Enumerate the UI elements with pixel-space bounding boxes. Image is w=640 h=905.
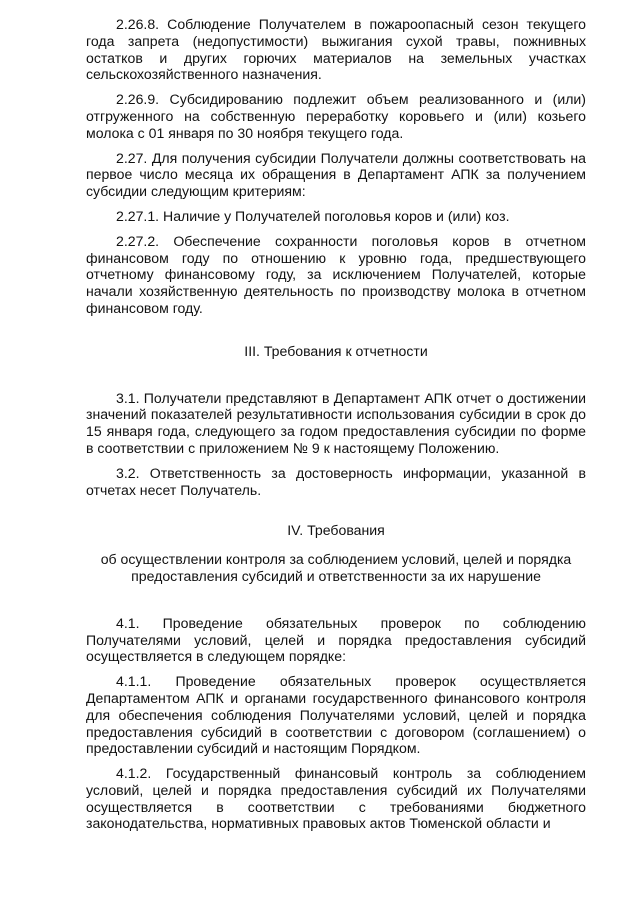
paragraph-4-1-2: 4.1.2. Государственный финансовый контроль за соблюдением условий, целей и порядка предоставления субсидий их Получателями осуществляется в соответствии с требованиями бюджетного законодательства, нормативных правовых актов Тюменской области и <box>86 765 586 832</box>
paragraph-2-27-1: 2.27.1. Наличие у Получателей поголовья коров и (или) коз. <box>116 207 510 224</box>
paragraph-2-26-8: 2.26.8. Соблюдение Получателем в пожароопасный сезон текущего года запрета (недопустимости) выжигания сухой травы, пожнивных остатков и других горючих материалов на земельных участках сельскохозяйственного назначения. <box>86 16 586 83</box>
section-3-heading: III. Требования к отчетности <box>244 342 428 359</box>
section-4-subheading: об осуществлении контроля за соблюдением условий, целей и порядка предоставления субсидий и ответственности за их нарушение <box>100 551 572 584</box>
paragraph-4-1: 4.1. Проведение обязательных проверок по соблюдению Получателями условий, целей и порядка предоставления субсидий осуществляется в следующем порядке: <box>86 614 586 665</box>
paragraph-4-1-1: 4.1.1. Проведение обязательных проверок осуществляется Департаментом АПК и органами государственного финансового контроля для обеспечения соблюдения Получателями условий, целей и порядка предоставления субсидий в соответствии с договором (соглашением) о предоставлении субсидий и настоящим Порядком. <box>86 673 586 757</box>
paragraph-3-2: 3.2. Ответственность за достоверность информации, указанной в отчетах несет Получатель. <box>86 464 586 498</box>
document-page <box>86 16 586 840</box>
paragraph-2-27: 2.27. Для получения субсидии Получатели должны соответствовать на первое число месяца их обращения в Департамент АПК за получением субсидии следующим критериям: <box>86 149 586 200</box>
paragraph-2-26-9: 2.26.9. Субсидированию подлежит объем реализованного и (или) отгруженного на собственную переработку коровьего и (или) козьего молока с 01 января по 30 ноября текущего года. <box>86 91 586 141</box>
paragraph-3-1: 3.1. Получатели представляют в Департамент АПК отчет о достижении значений показателей результативности использования субсидии в срок до 15 января года, следующего за годом предоставления субсидии по форме в соответствии с приложением № 9 к настоящему Положению. <box>86 389 586 456</box>
section-4-heading: IV. Требования <box>287 522 385 539</box>
paragraph-2-27-2: 2.27.2. Обеспечение сохранности поголовья коров в отчетном финансовом году по отношению к уровню года, предшествующего отчетному финансовому году, за исключением Получателей, которые начали хозяйственную деятельность по производству молока в отчетном финансовом году. <box>86 232 586 316</box>
